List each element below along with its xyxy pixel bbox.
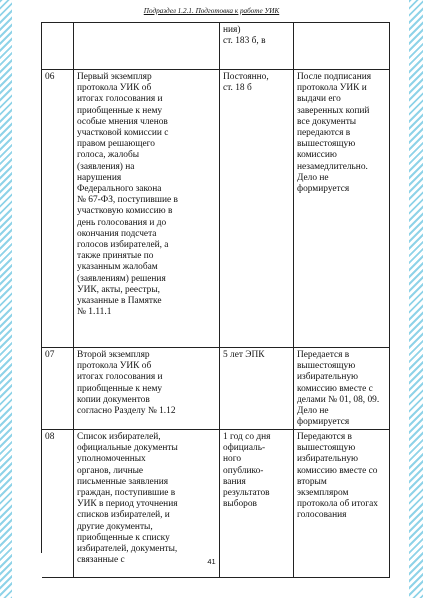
row-number: 07 [42, 348, 74, 430]
row-note: После подписания протокола УИК и выдачи его заверенных копий все документы передаются в вышестоящую комиссию незамедлительно. Дело не формируется [294, 70, 390, 348]
row-number: 06 [42, 70, 74, 348]
row-period: Постоянно, ст. 18 б [220, 70, 294, 348]
row-description: Список избирателей, официальные документы уполномоченных органов, личные письменные заявления граждан, поступившие в УИК в период уточнения списков избирателей, и другие документы, приобщенные к списку избирателей, документы, связанные с [74, 430, 220, 578]
page-number: 41 [207, 557, 216, 566]
right-border-decoration [409, 0, 423, 598]
row-period: 5 лет ЭПК [220, 348, 294, 430]
row-note: Передаются в вышестоящую избирательную комиссию вместе со вторым экземпляром протокола об итогах голосования [294, 430, 390, 578]
row-description: Второй экземпляр протокола УИК об итогах голосования и приобщенные к нему копии документов согласно Разделу № 1.12 [74, 348, 220, 430]
row-number: 08 [42, 430, 74, 578]
row-period: ния) ст. 183 б, в [220, 23, 294, 70]
row-note: Передается в вышестоящую избирательную комиссию вместе с делами № 01, 08, 09. Дело не формируется [294, 348, 390, 430]
left-border-decoration [0, 0, 12, 598]
row-description [74, 23, 220, 70]
row-period: 1 год со дня официаль- ного опублико- вания результатов выборов [220, 430, 294, 578]
row-note [294, 23, 390, 70]
row-description: Первый экземпляр протокола УИК об итогах голосования и приобщенные к нему особые мнения членов участковой комиссии с правом решающего голоса, жалобы (заявления) на нарушения Федерального закона № 67-ФЗ, поступившие в участковую комиссию в день голосования и до окончания подсчета голосов избирателей, а также принятые по указанным жалобам (заявлениям) решения УИК, акты, реестры, указанные в Памятке № 1.11.1 [74, 70, 220, 348]
page-header: Подраздел 1.2.1. Подготовка к работе УИК [143, 7, 280, 15]
row-number [42, 23, 74, 70]
